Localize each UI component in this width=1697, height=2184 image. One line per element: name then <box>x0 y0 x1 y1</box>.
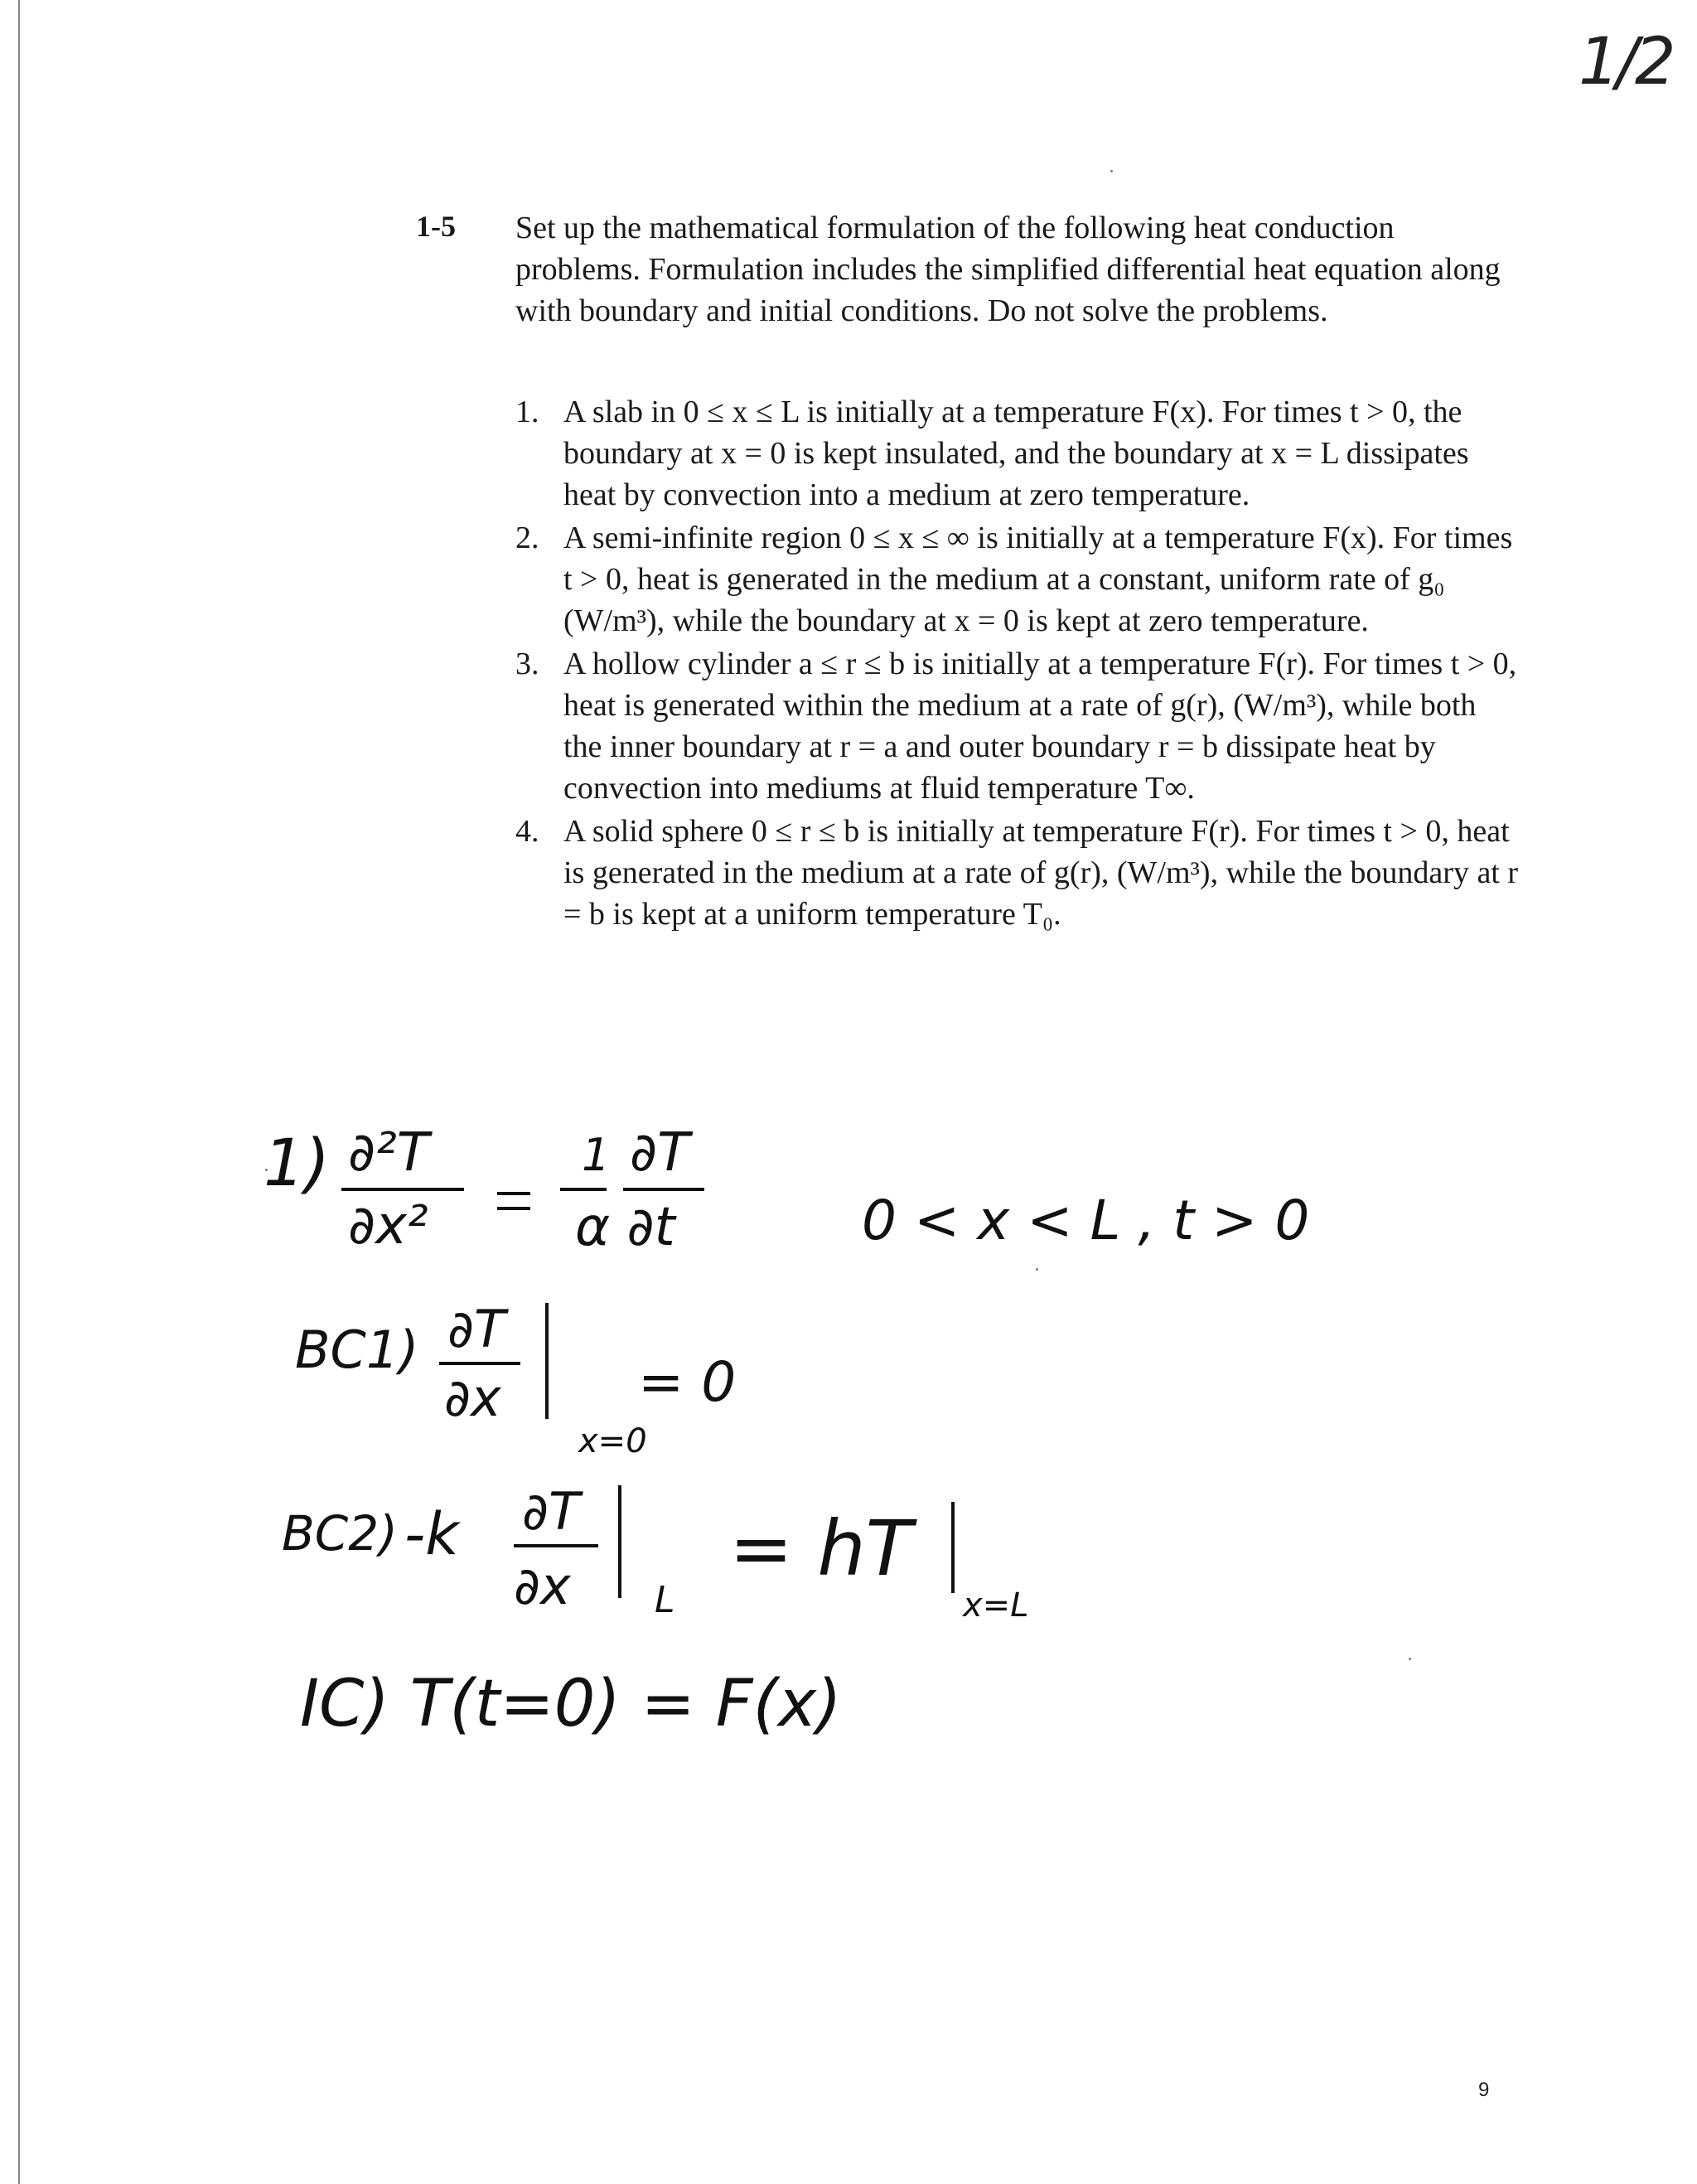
bc1-denominator: ∂x <box>444 1368 501 1428</box>
item-number: 3. <box>515 646 539 681</box>
pde-lhs-denominator: ∂x² <box>348 1195 428 1257</box>
pde-lhs-numerator: ∂²T <box>348 1122 429 1184</box>
page-fraction: 1/2 <box>1579 25 1673 99</box>
item-text: A slab in 0 ≤ x ≤ L is initially at a temperature F(x). For times t > 0, the boundary at x = 0 is kept insulated, and the boundary at x = L dissipates heat by convection into a medium at zero temperature. <box>563 395 1469 512</box>
bc2-label: BC2) <box>282 1505 398 1562</box>
item-text: A solid sphere 0 ≤ r ≤ b is initially at temperature F(r). For times t > 0, heat is generated in the medium at a rate of g(r), (W/m³), while the boundary at r = b is kept at a uniform temperature T₀. <box>563 814 1519 932</box>
bc2-lhs: -k <box>404 1500 459 1568</box>
bc1-label: BC1) <box>295 1320 419 1380</box>
page-number: 9 <box>1478 2079 1490 2101</box>
item-text: A semi-infinite region 0 ≤ x ≤ ∞ is initially at a temperature F(x). For times t > 0, heat is generated in the medium at a constant, uniform rate of g₀ (W/m³), while the boundary at x = 0 is kept at zero temperature. <box>563 521 1513 638</box>
item-number: 4. <box>515 814 539 849</box>
item-text: A hollow cylinder a ≤ r ≤ b is initially at a temperature F(r). For times t > 0, heat is generated within the medium at a rate of g(r), (W/m³), while both the inner boundary at r = a and outer boundary r = b dissipate heat by convection into mediums at fluid temperature T∞. <box>563 646 1517 806</box>
bc2-rhs-subscript: x=L <box>963 1586 1029 1625</box>
bc1-subscript: x=0 <box>578 1422 647 1460</box>
pde-rhs-one: 1 <box>582 1129 611 1181</box>
bc1-rhs: = 0 <box>638 1350 737 1414</box>
bc1-numerator: ∂T <box>447 1299 505 1359</box>
item-number: 2. <box>515 521 539 555</box>
initial-condition: IC) T(t=0) = F(x) <box>300 1667 842 1741</box>
domain-condition: 0 < x < L , t > 0 <box>862 1189 1310 1252</box>
bc2-rhs: = hT <box>729 1504 912 1593</box>
solution-label: 1) <box>263 1126 331 1201</box>
bc2-numerator: ∂T <box>522 1481 580 1542</box>
item-number: 1. <box>515 395 539 429</box>
pde-rhs-denominator: α ∂t <box>575 1197 675 1258</box>
pde-rhs-numerator: ∂T <box>630 1122 690 1184</box>
problem-intro: Set up the mathematical formulation of the following heat conduction problems. Formulation includes the simplified differential heat equation along with boundary and initial conditions. Do not solve the problems. <box>515 211 1501 328</box>
bc2-denominator: ∂x <box>514 1556 571 1616</box>
bc2-subscript: L <box>655 1579 675 1621</box>
problem-number: 1-5 <box>416 210 456 243</box>
